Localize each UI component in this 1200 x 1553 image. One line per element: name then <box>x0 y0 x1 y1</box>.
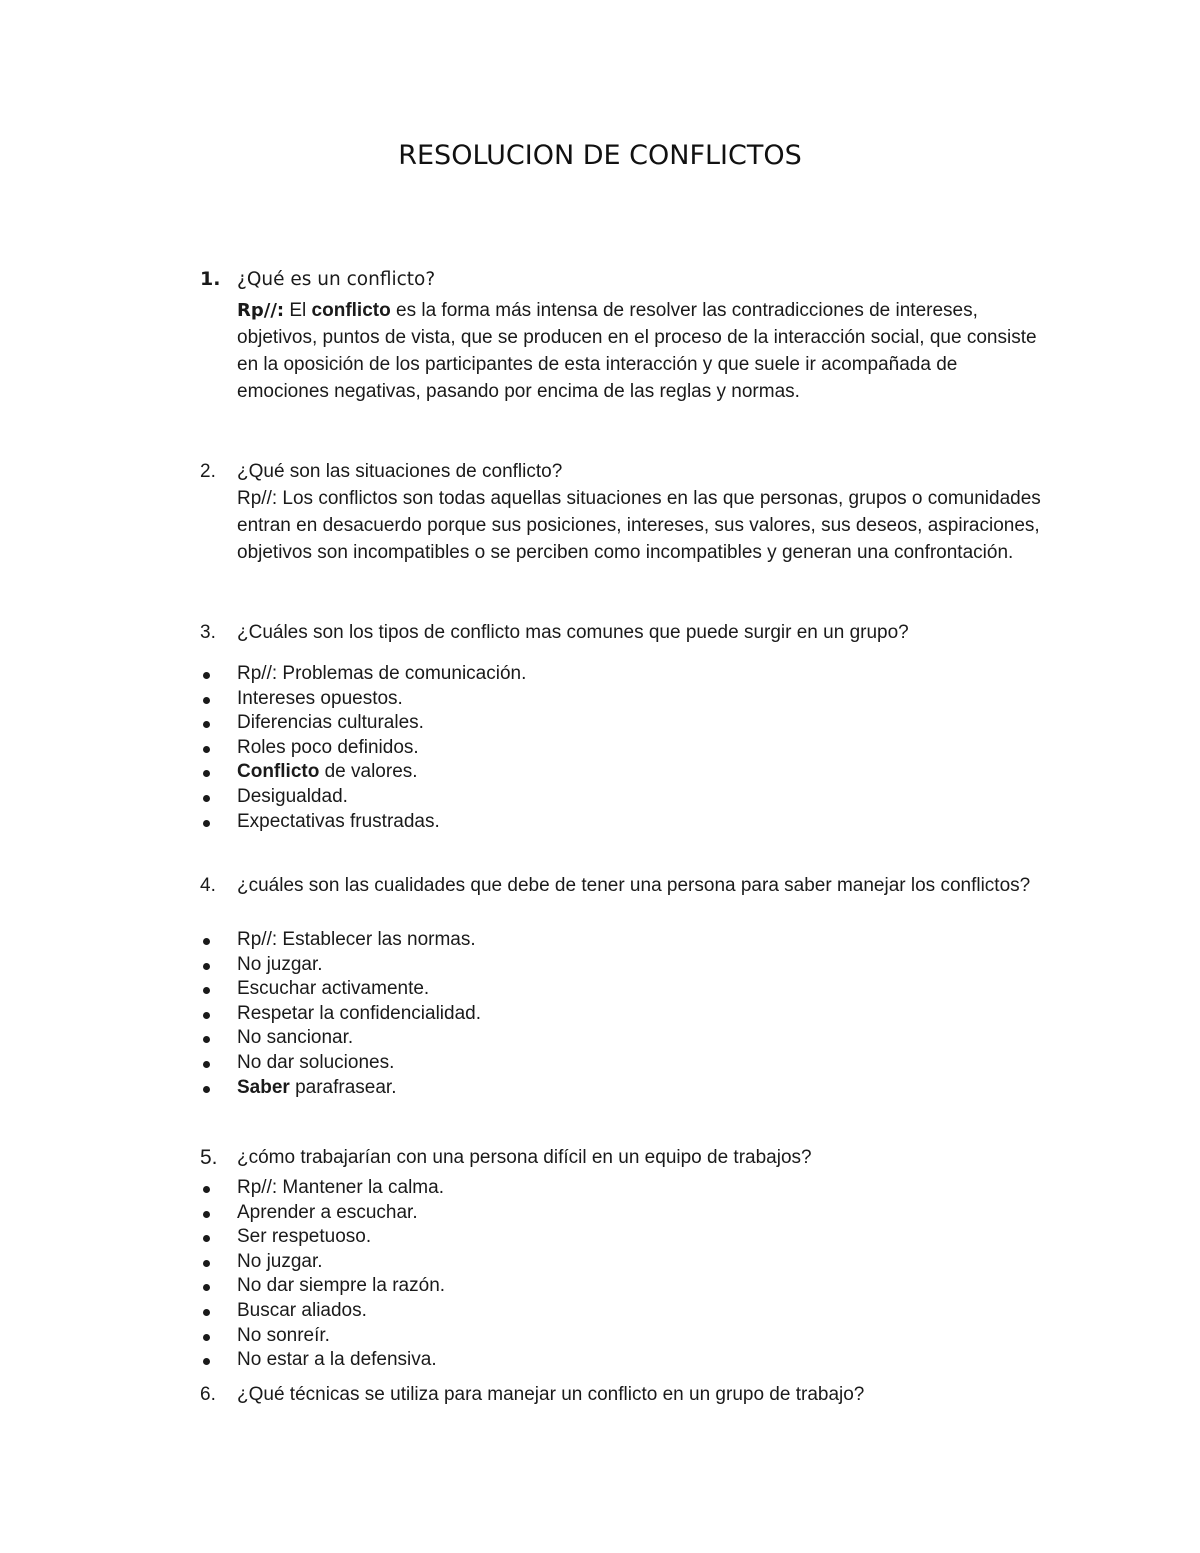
answer-text: El <box>284 300 312 321</box>
list-item <box>200 1076 1040 1101</box>
item-text: No sancionar. <box>237 1027 354 1049</box>
bullet-icon <box>203 697 210 704</box>
question-text: ¿Cuáles son los tipos de conflicto mas comunes que puede surgir en un grupo? <box>237 622 909 643</box>
list-item <box>200 711 1040 736</box>
item-text: No dar siempre la razón. <box>237 1275 446 1297</box>
question-number: 2. <box>200 461 216 482</box>
question-number: 4. <box>200 875 216 896</box>
answer-3-list <box>200 662 1040 834</box>
bullet-icon <box>203 1211 210 1218</box>
bullet-icon <box>203 1086 210 1093</box>
item-text: de valores. <box>319 761 418 783</box>
list-item <box>200 1250 1040 1275</box>
bullet-icon <box>203 963 210 970</box>
bullet-icon <box>203 938 210 945</box>
list-item <box>200 1274 1040 1299</box>
item-text: No dar soluciones. <box>237 1051 395 1073</box>
bullet-icon <box>203 1012 210 1019</box>
list-item <box>200 1225 1040 1250</box>
question-4 <box>200 872 1040 926</box>
bullet-icon <box>203 1309 210 1316</box>
list-item <box>200 1051 1040 1076</box>
item-text: Rp//: Mantener la calma. <box>237 1177 444 1198</box>
list-item <box>200 687 1040 712</box>
list-item <box>200 1324 1040 1349</box>
answer-text: es la forma más intensa de resolver las contradicciones de intereses, objetivos, puntos de vista, que se producen en el proceso de la interacción social, que consiste en la oposición de los participantes de esta interacción y que suele ir acompañada de emociones negativas, pasando por encima de las reglas y normas. <box>237 300 1037 402</box>
list-item <box>200 953 1040 978</box>
question-text: ¿Qué son las situaciones de conflicto? <box>237 461 563 482</box>
question-text: ¿Qué técnicas se utiliza para manejar un conflicto en un grupo de trabajo? <box>237 1384 865 1405</box>
question-number: 6. <box>200 1384 216 1405</box>
document-title: RESOLUCION DE CONFLICTOS <box>398 140 802 171</box>
answer-1 <box>237 297 1047 405</box>
item-text: Desigualdad. <box>237 785 348 807</box>
item-text: Rp//: Establecer las normas. <box>237 929 476 950</box>
list-item <box>200 1002 1040 1027</box>
bullet-icon <box>203 1334 210 1341</box>
list-item <box>200 1201 1040 1226</box>
list-item <box>200 928 1040 953</box>
bullet-icon <box>203 795 210 802</box>
question-number: 1. <box>200 268 221 290</box>
answer-5-list <box>200 1176 1040 1373</box>
item-bold: Saber <box>237 1076 290 1098</box>
item-text: No estar a la defensiva. <box>237 1349 437 1371</box>
item-text: Respetar la confidencialidad. <box>237 1002 481 1024</box>
list-item <box>200 1026 1040 1051</box>
item-text: Roles poco definidos. <box>237 736 419 758</box>
list-item <box>200 736 1040 761</box>
list-item <box>200 977 1040 1002</box>
item-text: parafrasear. <box>289 1076 397 1098</box>
answer-prefix: Rp//: <box>237 300 285 321</box>
list-item <box>200 662 1040 687</box>
bullet-icon <box>203 1358 210 1365</box>
answer-2: Rp//: Los conflictos son todas aquellas situaciones en las que personas, grupos o comunidades entran en desacuerdo porque sus posiciones, intereses, sus valores, sus deseos, aspiraciones, objetivos son incompatibles o se perciben como incompatibles y generan una confrontación. <box>237 488 1041 563</box>
item-text: Buscar aliados. <box>237 1299 367 1321</box>
bullet-icon <box>203 746 210 753</box>
item-text: No juzgar. <box>237 953 323 975</box>
list-item <box>200 1348 1040 1373</box>
item-text: Diferencias culturales. <box>237 712 424 734</box>
list-item <box>200 1176 1040 1201</box>
question-text: ¿cómo trabajarían con una persona difícil en un equipo de trabajos? <box>237 1147 812 1168</box>
bullet-icon <box>203 1036 210 1043</box>
list-item <box>200 785 1040 810</box>
bullet-icon <box>203 672 210 679</box>
item-text: Aprender a escuchar. <box>237 1201 418 1223</box>
bullet-icon <box>203 1260 210 1267</box>
answer-bold-term: conflicto <box>311 300 391 321</box>
item-text: Expectativas frustradas. <box>237 810 440 832</box>
bullet-icon <box>203 820 210 827</box>
item-text: Escuchar activamente. <box>237 978 430 1000</box>
bullet-icon <box>203 987 210 994</box>
question-number: 5. <box>200 1146 218 1169</box>
item-text: No juzgar. <box>237 1250 323 1272</box>
item-bold: Conflicto <box>237 761 320 783</box>
list-item <box>200 760 1040 785</box>
list-item <box>200 810 1040 835</box>
question-number: 3. <box>200 622 216 643</box>
bullet-icon <box>203 1284 210 1291</box>
item-text: Rp//: Problemas de comunicación. <box>237 663 527 684</box>
bullet-icon <box>203 721 210 728</box>
list-item <box>200 1299 1040 1324</box>
question-text: ¿cuáles son las cualidades que debe de tener una persona para saber manejar los conflictos? <box>237 875 1031 896</box>
bullet-icon <box>203 1061 210 1068</box>
answer-4-list <box>200 928 1040 1100</box>
bullet-icon <box>203 1186 210 1193</box>
item-text: Intereses opuestos. <box>237 687 403 709</box>
bullet-icon <box>203 1235 210 1242</box>
bullet-icon <box>203 770 210 777</box>
item-text: No sonreír. <box>237 1324 330 1346</box>
question-text: ¿Qué es un conflicto? <box>237 269 436 290</box>
item-text: Ser respetuoso. <box>237 1226 372 1248</box>
